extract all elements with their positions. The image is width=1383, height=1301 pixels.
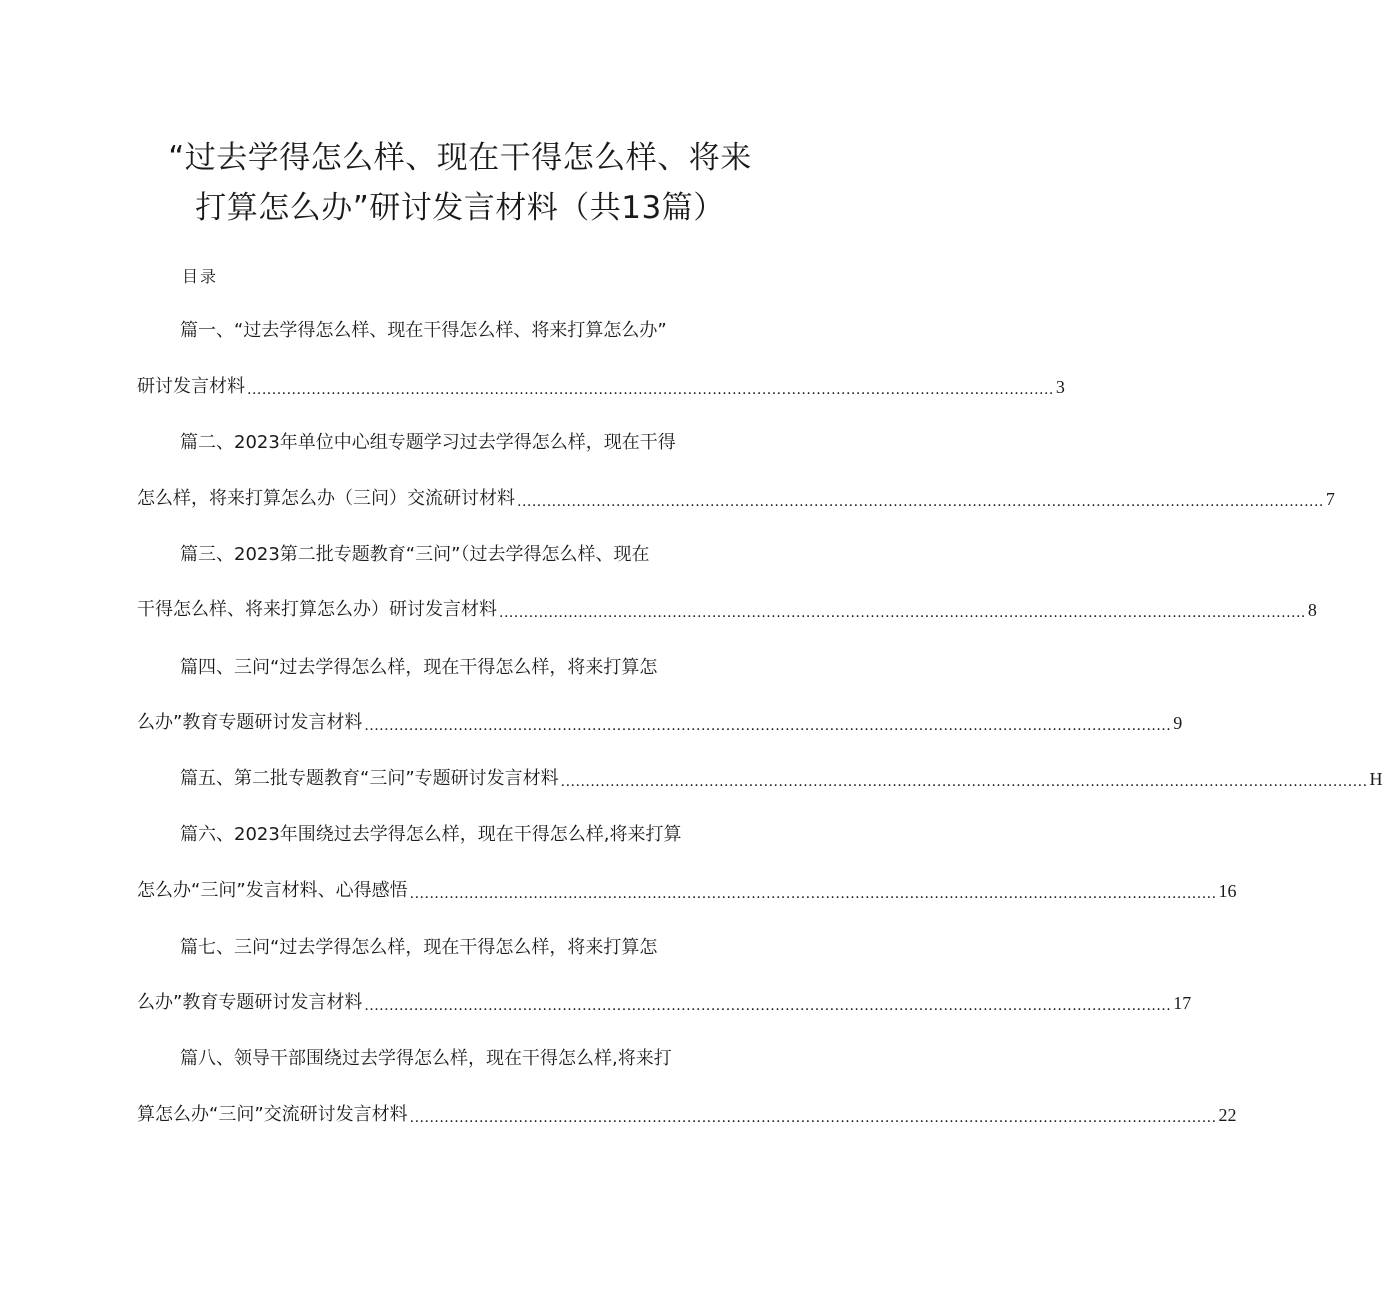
- toc-entry-6-line-2: [137, 878, 1237, 904]
- toc-entry-2-line-1: 篇二、2023年单位中心组专题学习过去学得怎么样，现在干得: [180, 432, 676, 453]
- toc-page-number: 16: [1218, 881, 1237, 901]
- leader-dots: ...................................................................................................................................................................: [247, 382, 1054, 398]
- toc-entry-1-line-1: 篇一、“过去学得怎么样、现在干得怎么样、将来打算怎么办”: [180, 320, 667, 341]
- toc-entry-text: 干得怎么样、将来打算怎么办）研讨发言材料: [137, 599, 497, 620]
- toc-entry-text: 研讨发言材料: [137, 376, 245, 397]
- toc-entry-8-line-1: 篇八、领导干部围绕过去学得怎么样，现在干得怎么样,将来打: [180, 1048, 672, 1069]
- toc-page-number: 7: [1325, 489, 1335, 509]
- toc-entry-text: 么办”教育专题研讨发言材料: [137, 712, 363, 733]
- leader-dots: ...................................................................................................................................................................: [409, 1110, 1217, 1126]
- toc-entry-4-line-2: [137, 710, 1183, 736]
- leader-dots: ...................................................................................................................................................................: [499, 605, 1306, 621]
- toc-entry-5: [180, 766, 1383, 792]
- leader-dots: ...................................................................................................................................................................: [364, 718, 1172, 734]
- toc-page-number: 9: [1173, 713, 1183, 733]
- toc-heading: 目录: [182, 267, 219, 286]
- leader-dots: ...................................................................................................................................................................: [560, 774, 1368, 790]
- leader-dots: ...................................................................................................................................................................: [517, 494, 1324, 510]
- toc-entry-3-line-1: 篇三、2023第二批专题教育“三问”（过去学得怎么样、现在: [180, 544, 650, 565]
- toc-entry-2-line-2: [137, 486, 1335, 512]
- toc-page-number: H: [1369, 769, 1383, 789]
- toc-entry-7-line-1: 篇七、三问“过去学得怎么样，现在干得怎么样，将来打算怎: [180, 937, 658, 958]
- toc-page-number: 17: [1173, 993, 1192, 1013]
- toc-entry-4-line-1: 篇四、三问“过去学得怎么样，现在干得怎么样，将来打算怎: [180, 657, 658, 678]
- toc-entry-7-line-2: [137, 990, 1192, 1016]
- document-title-line-1: “过去学得怎么样、现在干得怎么样、将来: [168, 140, 752, 176]
- toc-entry-8-line-2: [137, 1102, 1237, 1128]
- toc-entry-1-line-2: [137, 374, 1065, 400]
- toc-entry-text: 篇五、第二批专题教育“三问”专题研讨发言材料: [180, 768, 559, 789]
- toc-entry-text: 么办”教育专题研讨发言材料: [137, 992, 363, 1013]
- toc-page-number: 3: [1055, 377, 1065, 397]
- toc-entry-3-line-2: [137, 597, 1317, 623]
- toc-page-number: 22: [1218, 1105, 1237, 1125]
- leader-dots: ...................................................................................................................................................................: [364, 998, 1172, 1014]
- toc-entry-text: 怎么样，将来打算怎么办（三问）交流研讨材料: [137, 488, 515, 509]
- toc-entry-text: 怎么办“三问”发言材料、心得感悟: [137, 880, 408, 901]
- document-title-line-2: 打算怎么办”研讨发言材料（共13篇）: [195, 190, 725, 226]
- leader-dots: ...................................................................................................................................................................: [409, 886, 1217, 902]
- toc-page-number: 8: [1307, 600, 1317, 620]
- toc-entry-6-line-1: 篇六、2023年围绕过去学得怎么样，现在干得怎么样,将来打算: [180, 824, 682, 845]
- toc-entry-text: 算怎么办“三问”交流研讨发言材料: [137, 1104, 408, 1125]
